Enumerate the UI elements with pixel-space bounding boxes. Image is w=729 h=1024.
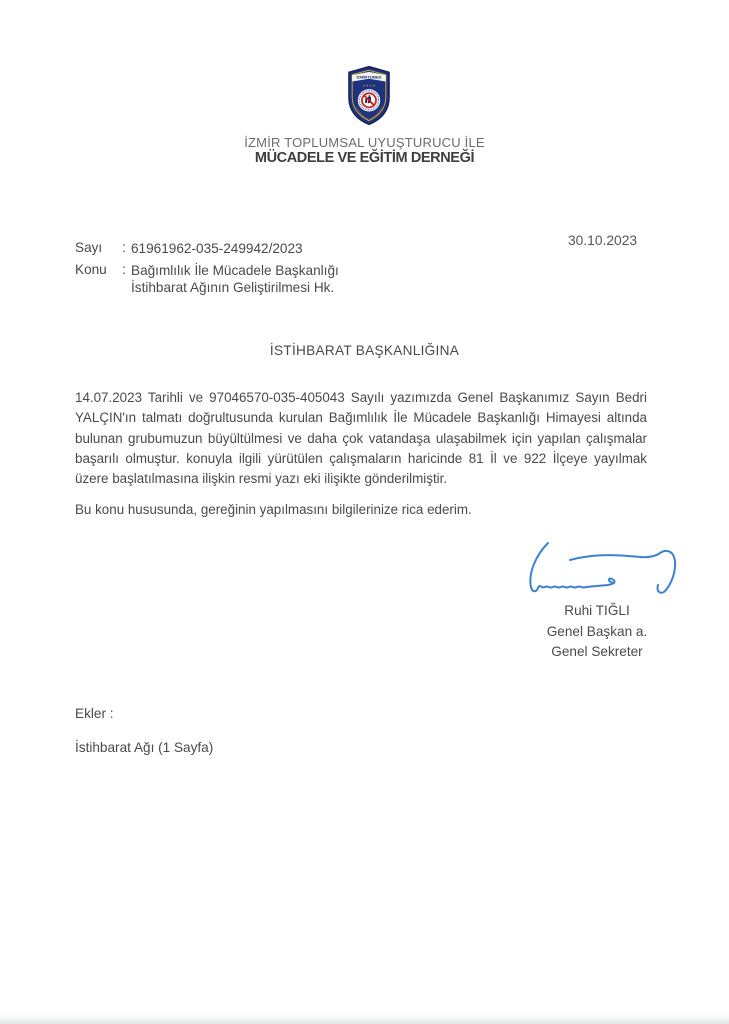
shield-emblem-icon (345, 65, 393, 126)
emblem-stars: ★ ★ ★ ★ (362, 83, 376, 88)
org-name-line2: MÜCADELE VE EĞİTİM DERNEĞİ (254, 150, 475, 166)
reference-block (75, 240, 339, 301)
signatory-title-1: Genel Başkan a. (546, 623, 648, 639)
signature-stroke-icon (500, 535, 690, 605)
body-paragraph-2: Bu konu hususunda, gereğinin yapılmasını bilgilerinize rica ederim. (75, 502, 472, 517)
attachment-item: İstihbarat Ağı (1 Sayfa) (75, 740, 214, 755)
org-emblem (345, 65, 393, 126)
konu-colon: : (122, 262, 126, 277)
scan-edge-artifact (0, 1012, 729, 1024)
recipient-line: İSTİHBARAT BAŞKANLIĞINA (269, 343, 460, 358)
org-name-line1: İZMİR TOPLUMSAL UYUŞTURUCU İLE (244, 135, 485, 150)
konu-row (75, 262, 339, 296)
emblem-banner-text: İZMİRTUMED (356, 74, 382, 80)
konu-value-line2: İstihbarat Ağının Geliştirilmesi Hk. (131, 280, 335, 295)
signatory-block (512, 601, 682, 663)
sayi-value: 61961962-035-249942/2023 (131, 241, 303, 256)
handwritten-signature (500, 535, 690, 605)
konu-value-line1: Bağımlılık İle Mücadele Başkanlığı (131, 263, 339, 278)
body-paragraph-1: 14.07.2023 Tarihli ve 97046570-035-405043 Sayılı yazımızda Genel Başkanımız Sayın Bedri YALÇIN'ın talmatı doğrultusunda kurulan Bağımlılık İle Mücadele Başkanlığı Himayesi altında bulunan grubumuzun büyültülmesi ve daha çok vatandaşa ulaşabilmek için yapılan çalışmalar başarılı olmuştur. konuyla ilgili yürütülen çalışmaların haricinde 81 İl ve 922 İlçeye yayılmak üzere başlatılmasına ilişkin resmi yazı eki ilişikte gönderilmiştir. (75, 390, 647, 487)
sayi-label: Sayı (75, 240, 103, 255)
sayi-row (75, 240, 339, 257)
signatory-name: Ruhi TIĞLI (564, 603, 630, 618)
signatory-title-2: Genel Sekreter (551, 644, 643, 659)
sayi-colon: : (122, 240, 126, 255)
konu-value (131, 262, 339, 296)
letter-date: 30.10.2023 (568, 233, 638, 248)
attachments-label: Ekler : (75, 706, 114, 721)
konu-label: Konu (75, 262, 107, 277)
